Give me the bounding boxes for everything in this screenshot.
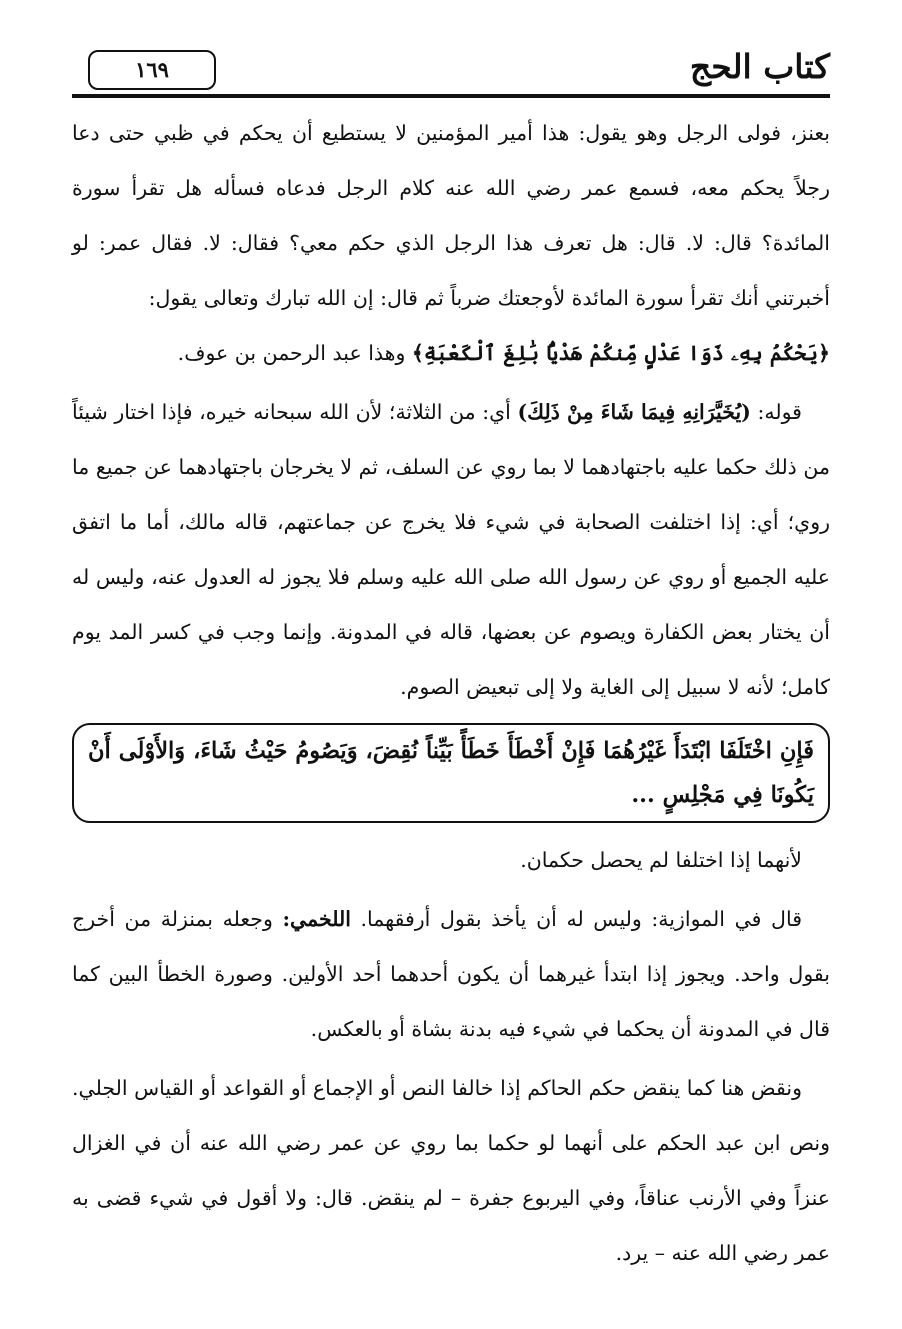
author-name-lakhmi: اللخمي:: [282, 907, 351, 931]
page-body: [72, 106, 830, 1281]
paragraph-4-text: وجعله بمنزلة من أخرج بقول واحد. ويجوز إذا ابتدأ غيرهما أن يكون أحدهما أحد الأولين. وصورة الخطأ البين كما قال في المدونة أن يحكما في شيء فيه بدنة بشاة أو بالعكس.: [72, 907, 830, 1041]
paragraph-2-text: أي: من الثلاثة؛ لأن الله سبحانه خيره، فإذا اختار شيئاً من ذلك حكما عليه باجتهادهما لا بما روي عن السلف، ثم لا يخرجان باجتهادهما عن جميع ما روي؛ أي: إذا اختلفت الصحابة في شيء فلا يخرج عن جماعتهم، قاله مالك، أما ما اتفق عليه الجميع أو روي عن رسول الله صلى الله عليه وسلم فلا يجوز له العدول عنه، وليس له أن يختار بعض الكفارة ويصوم عن بعضها، قاله في المدونة. وإنما وجب في كسر المد يوم كامل؛ لأنه لا سبيل إلى الغاية ولا إلى تبعيض الصوم.: [72, 400, 830, 699]
paragraph-5: ونقض هنا كما ينقض حكم الحاكم إذا خالفا النص أو الإجماع أو القواعد أو القياس الجلي. ونص ابن عبد الحكم على أنهما لو حكما بما روي عن عمر رضي الله عنه أن في الغزال عنزاً وفي الأرنب عناقاً، وفي اليربوع جفرة – لم ينقض. قال: ولا أقول في شيء قضى به عمر رضي الله عنه – يرد.: [72, 1076, 830, 1265]
paragraph-4-lead: قال في الموازية: وليس له أن يأخذ بقول أرفقهما.: [350, 907, 802, 931]
chapter-title: كتاب الحج: [689, 47, 830, 86]
paragraph-3: لأنهما إذا اختلفا لم يحصل حكمان.: [520, 848, 802, 872]
paragraph-2-lead: قوله:: [750, 400, 802, 424]
paragraph-1-text: بعنز، فولى الرجل وهو يقول: هذا أمير المؤمنين لا يستطيع أن يحكم في ظبي حتى دعا رجلاً يحكم معه، فسمع عمر رضي الله عنه كلام الرجل فدعاه فسأله هل تقرأ سورة المائدة؟ قال: لا. قال: هل تعرف هذا الرجل الذي حكم معي؟ فقال: لا. فقال عمر: لو أخبرتني أنك تقرأ سورة المائدة لأوجعتك ضرباً ثم قال: إن الله تبارك وتعالى يقول:: [72, 121, 830, 310]
quran-verse: ﴿يَحْكُمُ بِهِۦ ذَوَا عَدْلٍ مِّنكُمْ هَدْيًۢا بَٰلِغَ ٱلْكَعْبَةِ﴾: [411, 341, 830, 365]
page-number: ١٦٩: [88, 50, 216, 90]
page-header: [72, 44, 830, 96]
paragraph-1: [72, 106, 830, 381]
paragraph-2: [72, 385, 830, 715]
paragraph-4: [72, 892, 830, 1057]
header-divider: [72, 94, 830, 98]
matn-quote: (يُخَيَّرَانِهِ فِيمَا شَاءَ مِنْ ذَلِكَ): [517, 400, 751, 424]
matn-text-box: فَإِنِ اخْتَلَفَا ابْتَدَأَ غَيْرُهُمَا فَإِنْ أَخْطَأَ خَطَأً بَيِّناً نُقِضَ، وَيَصُومُ حَيْثُ شَاءَ، وَالأَوْلَى أَنْ يَكُونَا فِي مَجْلِسٍ ...: [72, 723, 830, 823]
paragraph-1-end: وهذا عبد الرحمن بن عوف.: [177, 341, 412, 365]
